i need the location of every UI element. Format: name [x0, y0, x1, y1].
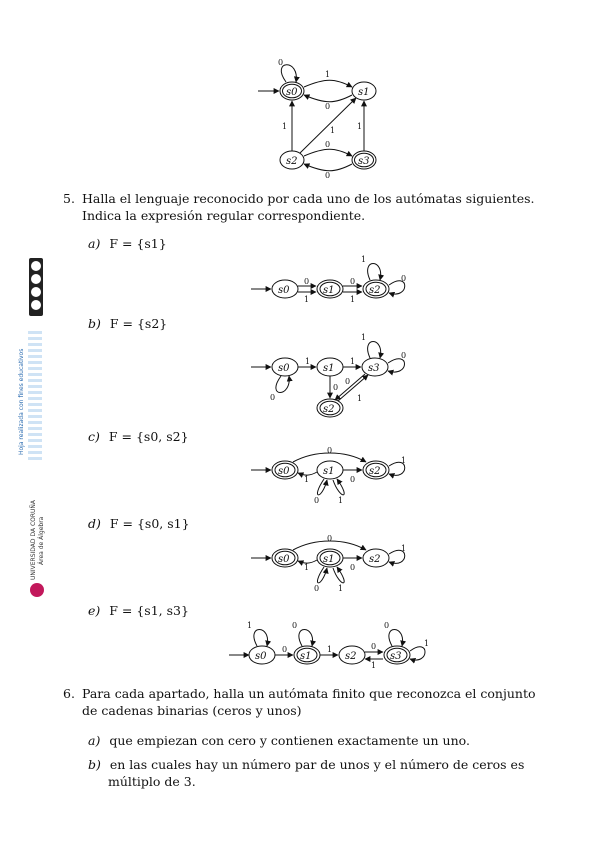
edge-label: 1	[304, 563, 310, 572]
state-s2: s2	[369, 285, 381, 296]
edge-label: 1	[350, 357, 356, 366]
edge-label: 0	[325, 140, 331, 149]
state-s1: s1	[323, 466, 335, 477]
state-s3: s3	[390, 651, 402, 662]
item-e	[88, 603, 189, 618]
edge-label: 1	[357, 122, 363, 131]
state-s0: s0	[286, 87, 298, 98]
problem-6-item-a	[88, 732, 548, 749]
edge-label: 1	[401, 544, 407, 553]
state-s2: s2	[345, 651, 357, 662]
edge-label: 0	[345, 377, 351, 386]
edge-label: 1	[371, 661, 377, 670]
state-s0: s0	[255, 651, 267, 662]
edge-label: 1	[325, 70, 331, 79]
state-s3: s3	[368, 363, 380, 374]
edge-label: 1	[424, 639, 430, 648]
top-automaton	[258, 65, 376, 171]
item-label: b)	[88, 757, 101, 772]
item-label: a)	[88, 236, 101, 251]
item-label: c)	[88, 429, 100, 444]
state-s1: s1	[358, 87, 370, 98]
edge-label: 1	[247, 621, 253, 630]
edge-label: 1	[401, 456, 407, 465]
item-label: a)	[88, 733, 101, 748]
university-name: UNIVERSIDAD DA CORUÑA	[30, 499, 37, 580]
accepting-set: F = {s0, s2}	[108, 429, 189, 444]
edge-label: 0	[325, 171, 331, 180]
state-s1: s1	[323, 285, 335, 296]
state-s0: s0	[278, 466, 290, 477]
edge-label: 1	[350, 295, 356, 304]
edge-label: 1	[304, 475, 310, 484]
state-s0: s0	[278, 363, 290, 374]
edge-label: 0	[304, 277, 310, 286]
state-s3: s3	[358, 156, 370, 167]
edge-label: 0	[327, 534, 333, 543]
item-d	[88, 516, 190, 531]
edge-label: 1	[282, 122, 288, 131]
edge-label: 0	[282, 645, 288, 654]
accepting-set: F = {s1}	[109, 236, 167, 251]
item-label: e)	[88, 603, 101, 618]
state-s1: s1	[323, 363, 335, 374]
edge-label: 0	[350, 563, 356, 572]
problem-5-number: 5.	[63, 191, 75, 206]
edge-label: 1	[338, 496, 344, 505]
edge-label: 1	[361, 255, 367, 264]
edge-label: 0	[314, 496, 320, 505]
state-s2: s2	[323, 404, 335, 415]
edge-label: 1	[304, 295, 310, 304]
state-s1: s1	[323, 554, 335, 565]
edge-label: 0	[384, 621, 390, 630]
state-s0: s0	[278, 285, 290, 296]
license-text[interactable]: Hoja realizada con fines educativos	[18, 348, 25, 455]
edge-label: 0	[401, 351, 407, 360]
problem-5-statement: Halla el lenguaje reconocido por cada uno de los autómatas siguientes. Indica la expresión regular correspondiente.	[82, 191, 535, 223]
edge-label: 0	[292, 621, 298, 630]
edge-label: 0	[270, 393, 276, 402]
accepting-set: F = {s1, s3}	[109, 603, 189, 618]
edge-label: 1	[327, 645, 333, 654]
state-s2: s2	[286, 156, 298, 167]
state-s2: s2	[369, 466, 381, 477]
edge-label: 1	[305, 357, 311, 366]
edge-label: 0	[278, 58, 284, 67]
state-s0: s0	[278, 554, 290, 565]
edge-label: 1	[330, 126, 336, 135]
item-text: que empiezan con cero y contienen exactamente un uno.	[109, 733, 470, 748]
edge-label: 0	[350, 475, 356, 484]
item-a	[88, 236, 167, 251]
edge-label: 0	[333, 383, 339, 392]
item-label: b)	[88, 316, 101, 331]
edge-label: 0	[401, 274, 407, 283]
problem-6-statement: Para cada apartado, halla un autómata finito que reconozca el conjunto de cadenas binarias (ceros y unos)	[82, 686, 536, 718]
problem-6-number: 6.	[63, 686, 75, 701]
university-area: Área de Álgebra	[38, 516, 45, 565]
edge-label: 0	[350, 277, 356, 286]
item-text: en las cuales hay un número par de unos y el número de ceros es múltiplo de 3.	[108, 757, 525, 789]
item-b	[88, 316, 167, 331]
problem-6-item-b	[88, 756, 568, 790]
edge-label: 0	[325, 102, 331, 111]
accepting-set: F = {s0, s1}	[109, 516, 190, 531]
edge-label: 1	[338, 584, 344, 593]
edge-label: 0	[371, 642, 377, 651]
item-label: d)	[88, 516, 101, 531]
state-s2: s2	[369, 554, 381, 565]
edge-label: 0	[314, 584, 320, 593]
state-s1: s1	[300, 651, 312, 662]
edge-label: 1	[357, 394, 363, 403]
accepting-set: F = {s2}	[109, 316, 168, 331]
item-c	[88, 429, 189, 444]
edge-label: 0	[327, 446, 333, 455]
edge-label: 1	[361, 333, 367, 342]
